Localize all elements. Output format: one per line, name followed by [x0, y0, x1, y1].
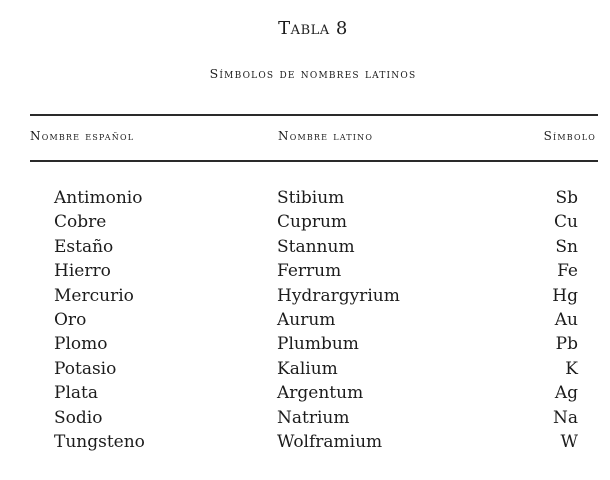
spanish-name-cell: Estaño	[54, 236, 114, 257]
symbol-cell: Fe	[557, 261, 578, 282]
table-number: Tabla 8	[278, 18, 348, 39]
table-row	[0, 430, 610, 454]
symbol-cell: Ag	[554, 383, 578, 404]
symbol-cell: Hg	[552, 285, 578, 306]
latin-name-cell: Ferrum	[277, 261, 342, 282]
table-row	[0, 186, 610, 210]
symbol-cell: Sb	[555, 188, 578, 208]
symbol-cell: Cu	[554, 212, 578, 233]
table-body	[0, 186, 610, 454]
spanish-name-cell: Sodio	[54, 407, 103, 428]
latin-name-cell: Kalium	[277, 358, 338, 379]
latin-name-cell: Wolframium	[277, 431, 383, 452]
table-row	[0, 308, 610, 332]
symbol-cell: Au	[554, 309, 578, 330]
spanish-name-cell: Hierro	[54, 261, 111, 282]
symbol-cell: W	[560, 431, 578, 452]
spanish-name-cell: Potasio	[54, 358, 117, 379]
table-row	[0, 406, 610, 430]
top-rule	[30, 114, 598, 116]
table-row	[0, 210, 610, 234]
table-title: Símbolos de nombres latinos	[209, 66, 417, 81]
header-latin-name: Nombre latino	[278, 129, 374, 143]
latin-name-cell: Stibium	[277, 188, 345, 208]
header-symbol: Símbolo	[543, 129, 596, 143]
spanish-name-cell: Plomo	[54, 334, 108, 355]
spanish-name-cell: Plata	[54, 383, 98, 404]
symbol-cell: Na	[552, 407, 578, 428]
latin-name-cell: Natrium	[277, 407, 350, 428]
latin-name-cell: Hydrargyrium	[277, 285, 400, 306]
spanish-name-cell: Tungsteno	[54, 431, 145, 452]
spanish-name-cell: Oro	[54, 309, 87, 330]
header-rule	[30, 160, 598, 162]
table-row	[0, 259, 610, 283]
table-row	[0, 381, 610, 405]
latin-name-cell: Stannum	[277, 236, 355, 257]
symbol-cell: Pb	[555, 334, 578, 355]
spanish-name-cell: Antimonio	[54, 188, 143, 208]
latin-name-cell: Cuprum	[277, 212, 348, 233]
table-row	[0, 332, 610, 356]
symbol-cell: K	[565, 358, 578, 379]
table-row	[0, 357, 610, 381]
spanish-name-cell: Cobre	[54, 212, 107, 233]
latin-name-cell: Aurum	[277, 309, 336, 330]
table-row	[0, 284, 610, 308]
header-spanish-name: Nombre español	[30, 129, 135, 143]
table-row	[0, 235, 610, 259]
latin-name-cell: Argentum	[277, 383, 364, 404]
latin-name-cell: Plumbum	[277, 334, 359, 355]
symbol-cell: Sn	[555, 236, 578, 257]
spanish-name-cell: Mercurio	[54, 285, 134, 306]
